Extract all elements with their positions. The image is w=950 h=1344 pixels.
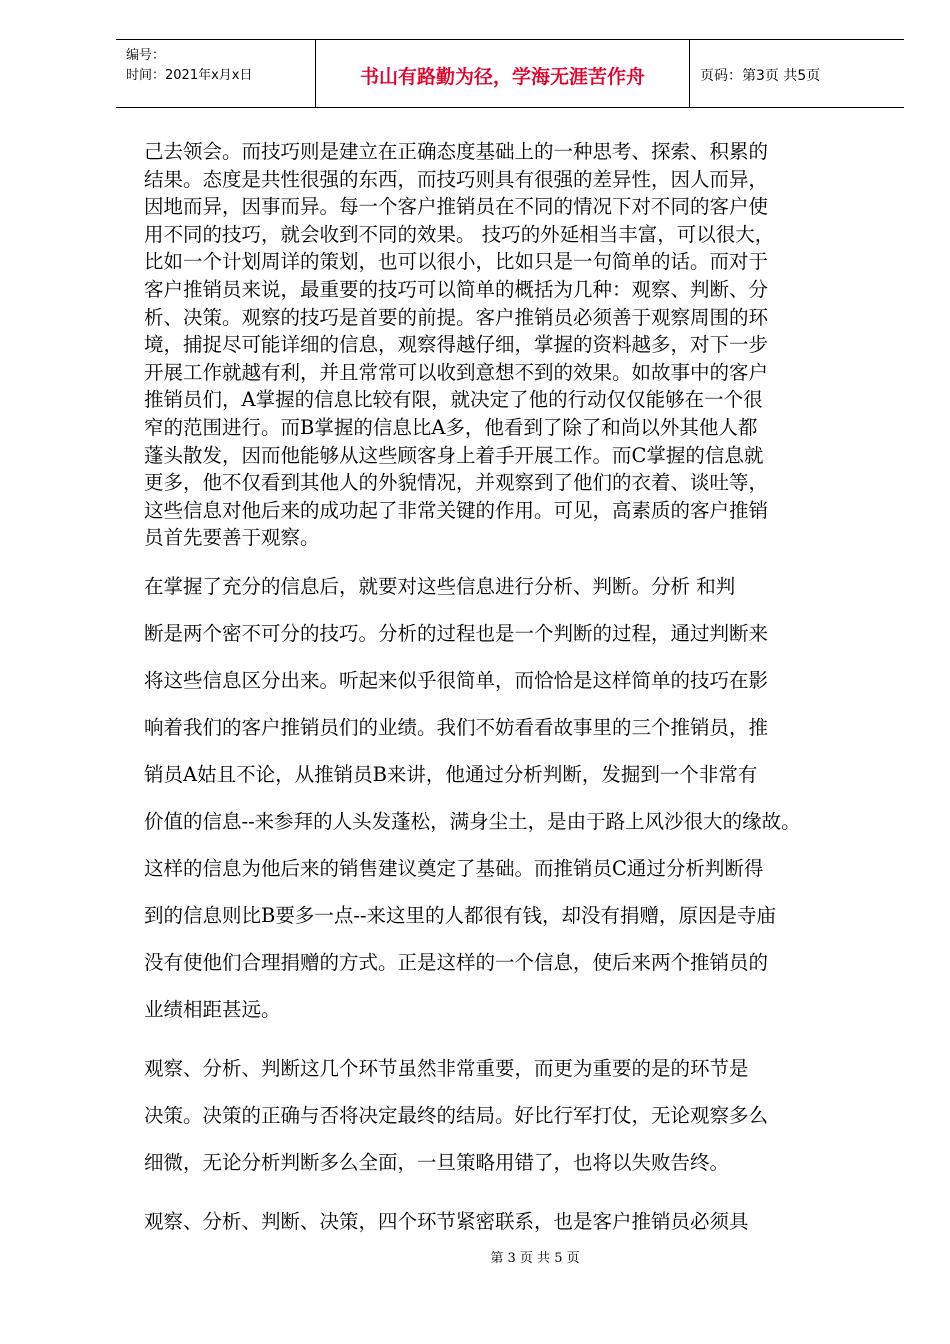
paragraph-summary	[144, 1198, 889, 1245]
text-line: 没有使他们合理捐赠的方式。正是这样的一个信息，使后来两个推销员的	[144, 950, 769, 974]
paragraph-analysis	[144, 563, 889, 1033]
text-line: 这样的信息为他后来的销售建议奠定了基础。而推销员C通过分析判断得	[144, 856, 764, 880]
text-line: 将这些信息区分出来。听起来似乎很简单，而恰恰是这样简单的技巧在影	[144, 668, 769, 692]
page-info: 页码：第3页 共5页	[700, 68, 821, 84]
text-line: 决策。决策的正确与否将决定最终的结局。好比行军打仗，无论观察多么	[144, 1103, 769, 1127]
text-line: 业绩相距甚远。	[144, 997, 281, 1021]
text-line: 细微，无论分析判断多么全面，一旦策略用错了，也将以失败告终。	[144, 1150, 730, 1174]
header-page-cell	[690, 40, 904, 107]
text-line: 境，捕捉尽可能详细的信息，观察得越仔细，掌握的资料越多，对下一步	[144, 333, 769, 357]
paragraph-decision	[144, 1045, 889, 1186]
motto-text: 书山有路勤为径，学海无涯苦作舟	[359, 66, 645, 88]
text-line: 开展工作就越有利，并且常常可以收到意想不到的效果。如故事中的客户	[144, 360, 769, 384]
text-line: 到的信息则比B要多一点--来这里的人都很有钱，却没有捐赠，原因是寺庙	[144, 903, 777, 927]
text-line: 用不同的技巧，就会收到不同的效果。 技巧的外延相当丰富，可以很大，	[144, 222, 775, 246]
text-line: 推销员们，A掌握的信息比较有限，就决定了他的行动仅仅能够在一个很	[144, 388, 763, 412]
text-line: 价值的信息--来参拜的人头发蓬松，满身尘土，是由于路上风沙很大的缘故。	[144, 809, 801, 833]
page-footer	[0, 1247, 950, 1266]
text-line: 蓬头散发，因而他能够从这些顾客身上着手开展工作。而C掌握的信息就	[144, 443, 764, 467]
text-line: 因地而异，因事而异。每一个客户推销员在不同的情况下对不同的客户使	[144, 195, 769, 219]
header-meta-cell	[116, 40, 316, 107]
time-label: 时间：2021年x月x日	[126, 68, 253, 83]
text-line: 断是两个密不可分的技巧。分析的过程也是一个判断的过程，通过判断来	[144, 621, 769, 645]
paragraph-observation	[144, 138, 889, 552]
text-line: 观察、分析、判断这几个环节虽然非常重要，而更为重要的是的环节是	[144, 1056, 749, 1080]
serial-label: 编号：	[126, 48, 166, 63]
text-line: 这些信息对他后来的成功起了非常关键的作用。可见，高素质的客户推销	[144, 498, 769, 522]
header-motto-cell	[316, 40, 690, 107]
text-line: 窄的范围进行。而B掌握的信息比A多，他看到了除了和尚以外其他人都	[144, 415, 758, 439]
footer-page-number: 第 3 页 共 5 页	[490, 1251, 580, 1266]
text-line: 销员A姑且不论，从推销员B来讲，他通过分析判断，发掘到一个非常有	[144, 762, 758, 786]
text-line: 结果。态度是共性很强的东西，而技巧则具有很强的差异性，因人而异，	[144, 167, 769, 191]
text-line: 响着我们的客户推销员们的业绩。我们不妨看看故事里的三个推销员，推	[144, 715, 769, 739]
text-line: 员首先要善于观察。	[144, 526, 320, 550]
text-line: 比如一个计划周详的策划，也可以很小，比如只是一句简单的话。而对于	[144, 250, 769, 274]
page-header	[116, 39, 904, 108]
document-body	[144, 138, 889, 1257]
text-line: 更多，他不仅看到其他人的外貌情况，并观察到了他们的衣着、谈吐等，	[144, 471, 769, 495]
text-line: 观察、分析、判断、决策，四个环节紧密联系，也是客户推销员必须具	[144, 1209, 749, 1233]
text-line: 析、决策。观察的技巧是首要的前提。客户推销员必须善于观察周围的环	[144, 305, 769, 329]
text-line: 客户推销员来说，最重要的技巧可以简单的概括为几种：观察、判断、分	[144, 277, 769, 301]
text-line: 己去领会。而技巧则是建立在正确态度基础上的一种思考、探索、积累的	[144, 140, 769, 163]
text-line: 在掌握了充分的信息后，就要对这些信息进行分析、判断。分析 和判	[144, 574, 736, 598]
